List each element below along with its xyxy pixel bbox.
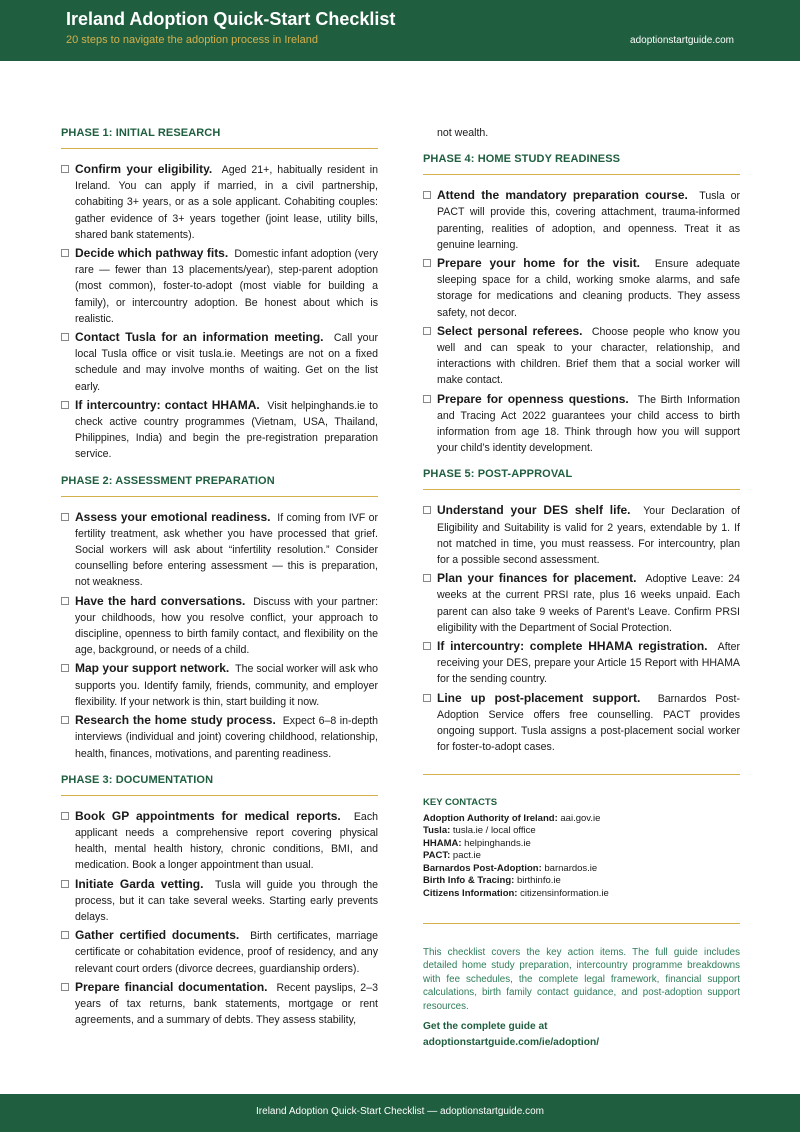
contact-row: Adoption Authority of Ireland: aai.gov.ie: [423, 812, 601, 824]
contact-row: Tusla: tusla.ie / local office: [423, 825, 536, 837]
contact-link[interactable]: birthinfo.ie: [516, 875, 561, 887]
cta-link[interactable]: adoptionstartguide.com/ie/adoption/: [423, 1037, 600, 1049]
page-footer: Ireland Adoption Quick-Start Checklist — adoptionstartguide.com: [0, 1094, 800, 1132]
guide-note: This checklist covers the key action items. The full guide includes detailed home study preparation, intercountry programme breakdowns with fee schedules, the complete legal framework, financial support calculations, birth family contact guidance, and post-adoption support resources.: [423, 946, 740, 1012]
checkbox-icon[interactable]: [61, 401, 69, 409]
checkbox-icon[interactable]: [61, 716, 69, 724]
cta-line: Get the complete guide at: [423, 1021, 548, 1033]
phase-1-title: PHASE 1: INITIAL RESEARCH: [61, 127, 378, 149]
checkbox-icon[interactable]: [423, 574, 431, 582]
checklist-item[interactable]: Research the home study process. Expect 6–8 in-depth interviews (individual and joint) covering childhood, relationship, health, finances, motivations, and parenting readiness.: [61, 712, 378, 762]
checkbox-icon[interactable]: [423, 259, 431, 267]
checkbox-icon[interactable]: [61, 983, 69, 991]
checkbox-icon[interactable]: [423, 191, 431, 199]
checklist-item[interactable]: Assess your emotional readiness. If coming from IVF or fertility treatment, ask whether you have processed that grief. Social workers will ask about “infertility resolution.” Consider counselling before entering assessment — this is preparation, not weakness.: [61, 509, 378, 591]
contact-link[interactable]: pact.ie: [452, 850, 481, 862]
checklist-item[interactable]: If intercountry: complete HHAMA registration. After receiving your DES, prepare your Article 15 Report with HHAMA for the sending country.: [423, 638, 740, 688]
checklist-item[interactable]: Initiate Garda vetting. Tusla will guide you through the process, but it can take several weeks. Starting early prevents delays.: [61, 876, 378, 926]
contact-row: PACT: pact.ie: [423, 850, 481, 862]
checklist-item[interactable]: Confirm your eligibility. Aged 21+, habitually resident in Ireland. You can apply if married, in a civil partnership, cohabiting 3+ years, or as a sole applicant. Cohabiting couples: gather evidence of 3+ years together (joint lease, utility bills, shared bank statements).: [61, 161, 378, 243]
contact-row: Birth Info & Tracing: birthinfo.ie: [423, 875, 561, 887]
checkbox-icon[interactable]: [61, 664, 69, 672]
checklist-item[interactable]: Map your support network. The social worker will ask who supports you. Identify family, friends, community, and employer flexibility. If your network is thin, start building it now.: [61, 660, 378, 710]
checklist-item[interactable]: Contact Tusla for an information meeting. Call your local Tusla office or visit tusla.ie. Meetings are not on a fixed schedule and may involve months of waiting. Get on the list early.: [61, 329, 378, 395]
contact-link[interactable]: tusla.ie / local office: [452, 825, 536, 837]
contact-link[interactable]: helpinghands.ie: [464, 837, 531, 849]
phase-3-title: PHASE 3: DOCUMENTATION: [61, 774, 378, 796]
left-column: [61, 127, 378, 1030]
page-title: Ireland Adoption Quick-Start Checklist: [66, 9, 396, 29]
checklist-item[interactable]: Select personal referees. Choose people who know you well and can speak to your character, relationship, and interactions with children. Brief them that a social worker will make contact.: [423, 323, 740, 389]
phase-5-title: PHASE 5: POST-APPROVAL: [423, 468, 740, 490]
phase-4-title: PHASE 4: HOME STUDY READINESS: [423, 153, 740, 175]
checkbox-icon[interactable]: [61, 333, 69, 341]
continued-text: not wealth.: [437, 127, 489, 139]
checklist-item[interactable]: Have the hard conversations. Discuss with your partner: your childhoods, how you resolve conflict, your approach to discipline, openness to birth family contact, and flexibility on the age, background, or needs of a child.: [61, 593, 378, 659]
divider: [423, 774, 740, 775]
checklist-item[interactable]: Attend the mandatory preparation course. Tusla or PACT will provide this, covering attachment, trauma-informed parenting, realities of adoption, and openness. Treat it as genuine learning.: [423, 187, 740, 253]
checkbox-icon[interactable]: [61, 812, 69, 820]
contact-row: Citizens Information: citizensinformation.ie: [423, 888, 609, 900]
checkbox-icon[interactable]: [423, 506, 431, 514]
checklist-item[interactable]: Understand your DES shelf life. Your Declaration of Eligibility and Suitability is valid for 2 years, extendable by 1. If not matched in time, you must reassess. For intercountry, plan for a possible second assessment.: [423, 502, 740, 568]
checklist-item[interactable]: Prepare your home for the visit. Ensure adequate sleeping space for a child, working smoke alarms, and safe storage for medications and cleaning products. They assess safety, not decor.: [423, 255, 740, 321]
contact-link[interactable]: aai.gov.ie: [560, 812, 601, 824]
page-header: [0, 0, 800, 61]
checkbox-icon[interactable]: [423, 694, 431, 702]
page-subtitle: 20 steps to navigate the adoption process in Ireland: [66, 34, 318, 46]
key-contacts-title: KEY CONTACTS: [423, 796, 498, 808]
checklist-item[interactable]: Decide which pathway fits. Domestic infant adoption (very rare — fewer than 13 placements/year), step-parent adoption (most common), foster-to-adopt (most viable for building a family), or intercountry adoption. Be honest about which is realistic.: [61, 245, 378, 327]
checkbox-icon[interactable]: [61, 880, 69, 888]
right-column: [423, 127, 740, 1051]
guide-cta[interactable]: [423, 1019, 740, 1051]
contact-row: Barnardos Post-Adoption: barnardos.ie: [423, 862, 598, 874]
checkbox-icon[interactable]: [61, 165, 69, 173]
checkbox-icon[interactable]: [61, 931, 69, 939]
checklist-item[interactable]: Plan your finances for placement. Adoptive Leave: 24 weeks at the current PRSI rate, plus 16 weeks unpaid. Each parent can also take 9 weeks of Parent’s Leave. Confirm PRSI eligibility with the Department of Social Protection.: [423, 570, 740, 636]
site-link[interactable]: adoptionstartguide.com: [630, 35, 734, 46]
divider: [423, 923, 740, 924]
phase-2-title: PHASE 2: ASSESSMENT PREPARATION: [61, 475, 378, 497]
checkbox-icon[interactable]: [423, 642, 431, 650]
checklist-item[interactable]: Line up post-placement support. Barnardos Post-Adoption Service offers free counselling. PACT provides ongoing support. Tusla assigns a post-placement social worker for foster-to-adopt cases.: [423, 690, 740, 756]
contact-link[interactable]: barnardos.ie: [544, 862, 598, 874]
checkbox-icon[interactable]: [61, 597, 69, 605]
checkbox-icon[interactable]: [61, 513, 69, 521]
contact-row: HHAMA: helpinghands.ie: [423, 837, 531, 849]
checklist-item[interactable]: Book GP appointments for medical reports. Each applicant needs a comprehensive report covering physical health, mental health history, chronic conditions, BMI, and medication. Book a longer appointment than usual.: [61, 808, 378, 874]
checklist-item[interactable]: Gather certified documents. Birth certificates, marriage certificate or cohabitation evidence, proof of residency, and any relevant court orders (divorce decrees, guardianship orders).: [61, 927, 378, 977]
checklist-item[interactable]: Prepare financial documentation. Recent payslips, 2–3 years of tax returns, bank statements, mortgage or rent agreements, and a summary of debts. They assess stability,: [61, 979, 378, 1029]
key-contacts: [423, 797, 740, 901]
checklist-item[interactable]: If intercountry: contact HHAMA. Visit helpinghands.ie to check active country programmes (Vietnam, USA, Thailand, Philippines, India) and begin the pre-registration preparation service.: [61, 397, 378, 463]
checklist-item[interactable]: Prepare for openness questions. The Birth Information and Tracing Act 2022 guarantees your child access to birth information from age 18. Think through how you will support your child’s identity development.: [423, 391, 740, 457]
checkbox-icon[interactable]: [61, 249, 69, 257]
checkbox-icon[interactable]: [423, 395, 431, 403]
checkbox-icon[interactable]: [423, 327, 431, 335]
contact-link[interactable]: citizensinformation.ie: [520, 888, 609, 900]
